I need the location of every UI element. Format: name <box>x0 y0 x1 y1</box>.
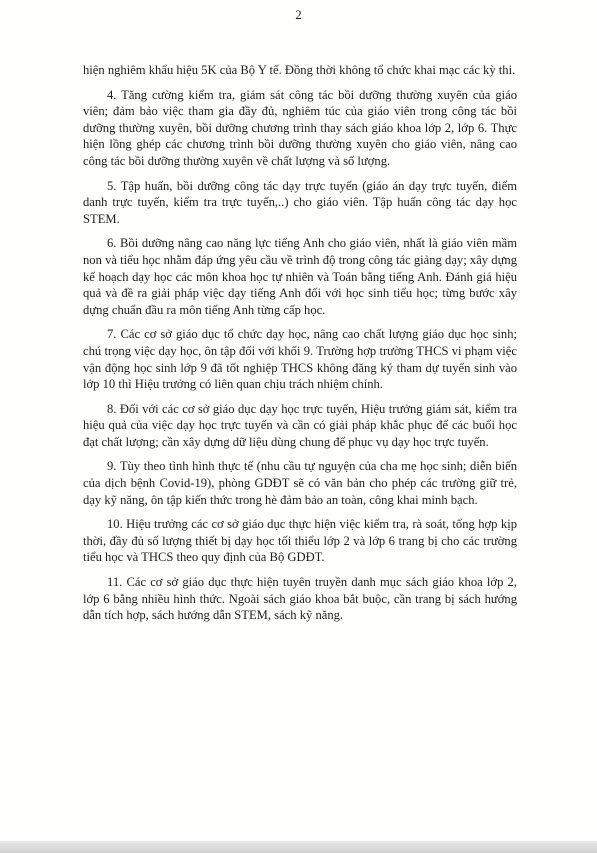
paragraph-item-7: 7. Các cơ sở giáo dục tổ chức dạy học, nâng cao chất lượng giáo dục học sinh; chú trọng việc dạy học, ôn tập đối với khối 9. Trường hợp trường THCS vi phạm việc vận động học sinh lớp 9 đã tốt nghiệp THCS không đăng ký tham dự tuyển sinh vào lớp 10 thì Hiệu trưởng có liên quan chịu trách nhiệm chính. <box>83 327 517 392</box>
paragraph-item-5: 5. Tập huấn, bồi dưỡng công tác dạy trực tuyến (giáo án dạy trực tuyến, điểm danh trực tuyến, kiểm tra trực tuyến,..) cho giáo viên. Tập huấn công tác dạy học STEM. <box>83 178 517 226</box>
paragraph-item-6: 6. Bồi dưỡng nâng cao năng lực tiếng Anh cho giáo viên, nhất là giáo viên mầm non và tiểu học nhằm đáp ứng yêu cầu về trình độ trong công tác giảng dạy; xây dựng kế hoạch dạy học các môn khoa học tự nhiên và Toán bằng tiếng Anh. Đánh giá hiệu quả và đề ra giải pháp việc dạy tiếng Anh đối với học sinh tiểu học; từng bước xây dựng chuẩn đầu ra môn tiếng Anh từng cấp học. <box>83 236 517 317</box>
paragraph-item-11: 11. Các cơ sở giáo dục thực hiện tuyên truyền danh mục sách giáo khoa lớp 2, lớp 6 bằng nhiều hình thức. Ngoài sách giáo khoa bắt buộc, cần trang bị sách hướng dẫn tích hợp, sách hướng dẫn STEM, sách kỹ năng. <box>83 575 517 623</box>
paragraph-item-10: 10. Hiệu trưởng các cơ sở giáo dục thực hiện việc kiểm tra, rà soát, tổng hợp kịp thời, đầy đủ số lượng thiết bị dạy học tối thiểu lớp 2 và lớp 6 trang bị cho các trường tiểu học và THCS theo quy định của Bộ GDĐT. <box>83 517 517 565</box>
page-number: 2 <box>295 8 302 22</box>
document-body <box>83 62 517 632</box>
paragraph-item-8: 8. Đối với các cơ sở giáo dục dạy học trực tuyến, Hiệu trưởng giám sát, kiểm tra hiệu quả của việc dạy học trực tuyến và cần có giải pháp khắc phục để các buổi học đạt chất lượng; cần xây dựng dữ liệu dùng chung để phục vụ dạy học trực tuyến. <box>83 401 517 449</box>
paragraph-item-9: 9. Tùy theo tình hình thực tế (nhu cầu tự nguyện của cha mẹ học sinh; diễn biến của dịch bệnh Covid-19), phòng GDĐT sẽ có văn bản cho phép các trường giữ trẻ, dạy kỹ năng, ôn tập kiến thức trong hè đảm bảo an toàn, công khai minh bạch. <box>83 459 517 507</box>
paragraph-item-4: 4. Tăng cường kiểm tra, giám sát công tác bồi dưỡng thường xuyên của giáo viên; đảm bảo việc tham gia đầy đủ, nghiêm túc của giáo viên trong công tác bồi dưỡng thường xuyên, bồi dưỡng chương trình thay sách giáo khoa lớp 2, lớp 6. Thực hiện lồng ghép các chương trình bồi dưỡng thường xuyên cho giáo viên, nâng cao công tác bồi dưỡng thường xuyên về chất lượng và số lượng. <box>83 87 517 168</box>
paragraph-continuation: hiện nghiêm khẩu hiệu 5K của Bộ Y tế. Đồng thời không tổ chức khai mạc các kỳ thi. <box>83 63 516 77</box>
scan-bottom-edge <box>0 841 597 853</box>
